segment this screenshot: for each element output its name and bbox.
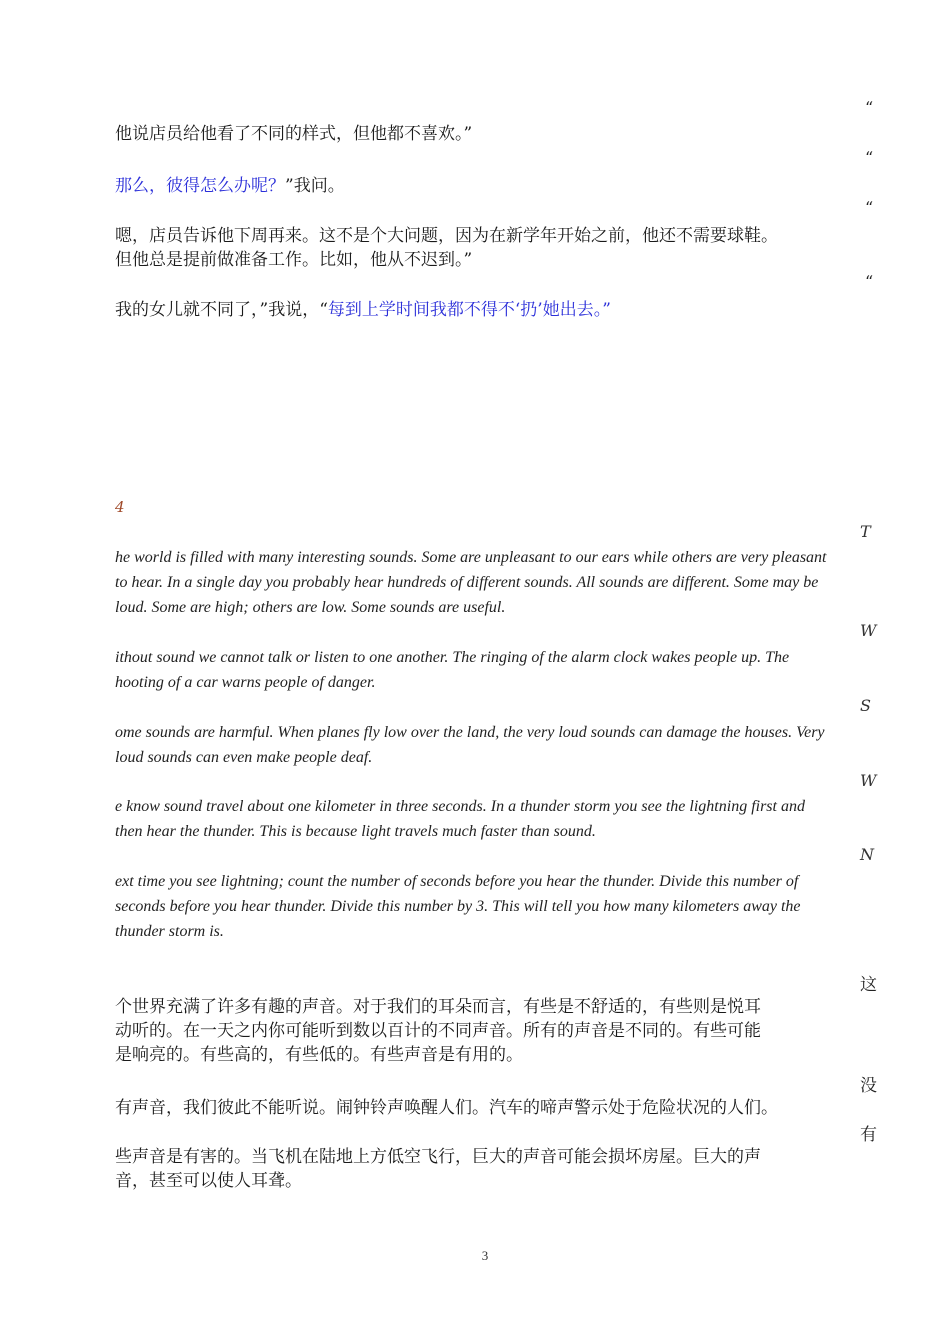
dialogue-highlight: 每到上学时间我都不得不‘扔’她出去。”	[327, 300, 611, 320]
paragraph-line: 些声音是有害的。当飞机在陆地上方低空飞行，巨大的声音可能会损坏房屋。巨大的声	[115, 1147, 761, 1167]
dialogue-question: 那么，彼得怎么办呢？	[115, 176, 285, 196]
dialogue-paragraph-4	[115, 298, 860, 322]
paragraph-line: ome sounds are harmful. When planes fly low over the land, the very loud sounds can damage the houses. Very	[115, 724, 825, 741]
drop-initial: N	[860, 845, 874, 864]
dialogue-line: 但他总是提前做准备工作。比如，他从不迟到。”	[115, 250, 473, 270]
quote-mark: “	[865, 272, 874, 291]
dialogue-paragraph-1	[115, 122, 860, 146]
passage-number: 4	[115, 498, 125, 516]
paragraph-line: loud. Some are high; others are low. Some sounds are useful.	[115, 599, 506, 616]
paragraph-line: e know sound travel about one kilometer in three seconds. In a thunder storm you see the lightning first and	[115, 798, 805, 815]
translation-paragraph-1	[115, 995, 860, 1067]
english-paragraph-1	[115, 545, 860, 620]
drop-initial: W	[860, 621, 877, 640]
dialogue-text: 他说店员给他看了不同的样式，但他都不喜欢。”	[115, 124, 473, 144]
dialogue-paragraph-3	[115, 224, 860, 272]
english-paragraph-3	[115, 720, 860, 770]
drop-initial: T	[860, 522, 871, 541]
drop-initial: 有	[860, 1125, 877, 1145]
english-paragraph-2	[115, 645, 860, 695]
quote-mark: “	[865, 98, 874, 117]
english-paragraph-4	[115, 794, 860, 844]
paragraph-line: loud sounds can even make people deaf.	[115, 749, 373, 766]
quote-mark: “	[865, 148, 874, 167]
drop-initial: S	[860, 696, 871, 715]
paragraph-line: ext time you see lightning; count the number of seconds before you hear the thunder. Divide this number of	[115, 873, 799, 890]
translation-paragraph-2	[115, 1096, 860, 1120]
paragraph-line: then hear the thunder. This is because light travels much faster than sound.	[115, 823, 596, 840]
dialogue-line: 嗯，店员告诉他下周再来。这不是个大问题，因为在新学年开始之前，他还不需要球鞋。	[115, 226, 778, 246]
dialogue-paragraph-2	[115, 174, 860, 198]
translation-paragraph-3	[115, 1145, 860, 1193]
dialogue-text: 我的女儿就不同了，”我说，“	[115, 300, 328, 320]
paragraph-line: 是响亮的。有些高的，有些低的。有些声音是有用的。	[115, 1045, 523, 1065]
drop-initial: 这	[860, 975, 877, 995]
paragraph-line: ithout sound we cannot talk or listen to one another. The ringing of the alarm clock wakes people up. The	[115, 649, 790, 666]
quote-mark: “	[865, 198, 874, 217]
paragraph-line: he world is filled with many interesting sounds. Some are unpleasant to our ears while others are very pleasant	[115, 549, 827, 566]
drop-initial: W	[860, 771, 877, 790]
paragraph-line: 个世界充满了许多有趣的声音。对于我们的耳朵而言，有些是不舒适的，有些则是悦耳	[115, 997, 761, 1017]
paragraph-line: 音，甚至可以使人耳聋。	[115, 1171, 302, 1191]
page-number: 3	[481, 1248, 489, 1263]
paragraph-line: thunder storm is.	[115, 923, 224, 940]
paragraph-line: hooting of a car warns people of danger.	[115, 674, 376, 691]
paragraph-line: seconds before you hear thunder. Divide this number by 3. This will tell you how many kilometers away the	[115, 898, 801, 915]
paragraph-line: 动听的。在一天之内你可能听到数以百计的不同声音。所有的声音是不同的。有些可能	[115, 1021, 761, 1041]
dialogue-text: ”我问。	[285, 176, 345, 196]
drop-initial: 没	[860, 1076, 877, 1096]
paragraph-line: to hear. In a single day you probably hear hundreds of different sounds. All sounds are different. Some may be	[115, 574, 819, 591]
paragraph-line: 有声音，我们彼此不能听说。闹钟铃声唤醒人们。汽车的啼声警示处于危险状况的人们。	[115, 1098, 778, 1118]
english-paragraph-5	[115, 869, 860, 944]
